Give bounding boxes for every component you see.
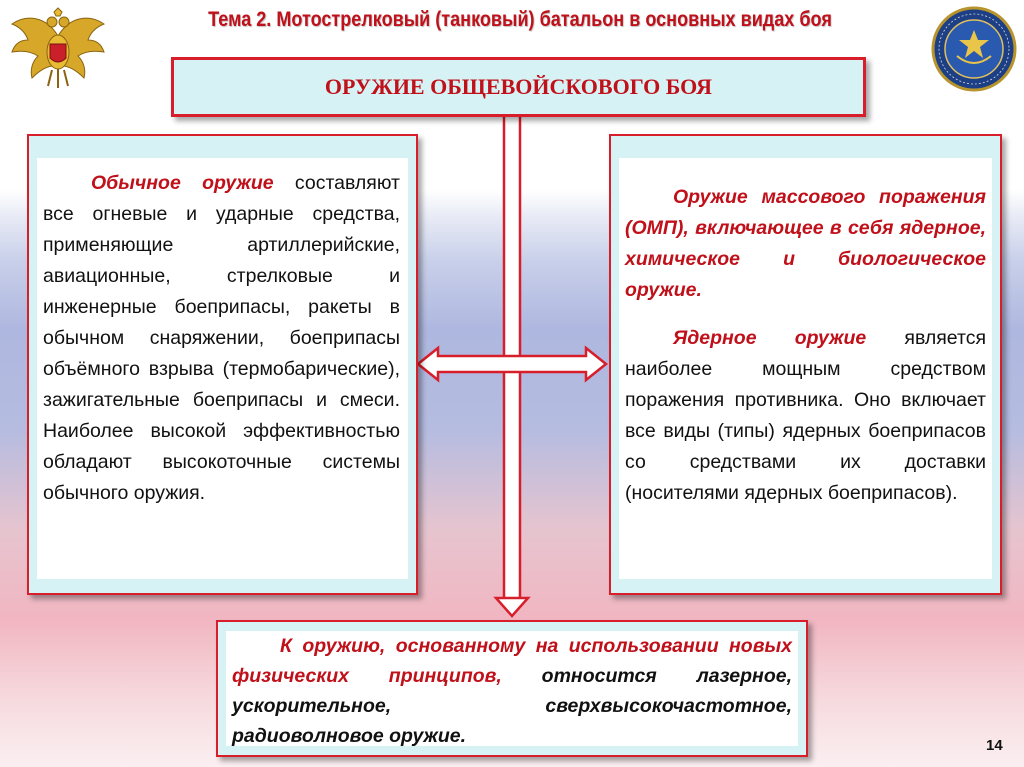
page-number: 14 xyxy=(986,737,1003,754)
weapons-category-box xyxy=(171,57,866,117)
conventional-weapons-box xyxy=(27,134,418,595)
new-physics-weapons-text xyxy=(232,631,792,751)
category-title: ОРУЖИЕ ОБЩЕВОЙСКОВОГО БОЯ xyxy=(324,74,713,99)
conventional-weapons-panel xyxy=(37,158,408,579)
new-physics-weapons-panel xyxy=(226,631,798,746)
conventional-weapons-text xyxy=(43,168,400,509)
nuclear-weapons-term: Ядерное оружие xyxy=(673,327,867,349)
conventional-weapons-term: Обычное оружие xyxy=(91,172,274,194)
new-physics-weapons-box xyxy=(216,620,808,757)
new-physics-weapons-list: относится лазерное, ускорительное, сверхвысокочастотное, радиоволновое оружие. xyxy=(232,665,792,747)
slide-title: Тема 2. Мотострелковый (танковый) батальон в основных видах боя xyxy=(208,8,832,31)
nuclear-weapons-description: является наиболее мощным средством поражения противника. Оно включает все виды (типы) ядерных боеприпасов со средствами их доставки (носителями ядерных боеприпасов). xyxy=(625,327,987,504)
new-physics-weapons-lead: К оружию, основанному на использовании новых физических принципов, xyxy=(232,635,792,687)
wmd-panel xyxy=(619,158,992,579)
nuclear-weapons-text xyxy=(625,323,986,509)
down-arrow-head xyxy=(496,598,528,616)
wmd-box xyxy=(609,134,1002,595)
wmd-definition-text: Оружие массового поражения (ОМП), включающее в себя ядерное, химическое и биологическое оружие. xyxy=(625,186,986,301)
conventional-weapons-description: составляют все огневые и ударные средства, применяющие артиллерийские, авиационные, стрелковые и инженерные боеприпасы, ракеты в обычном снаряжении, боеприпасы объёмного взрыва (термобарические), зажигательные боеприпасы и смеси. Наиболее высокой эффективностью обладают высокоточные системы обычного оружия. xyxy=(43,172,400,504)
wmd-definition xyxy=(625,182,986,306)
